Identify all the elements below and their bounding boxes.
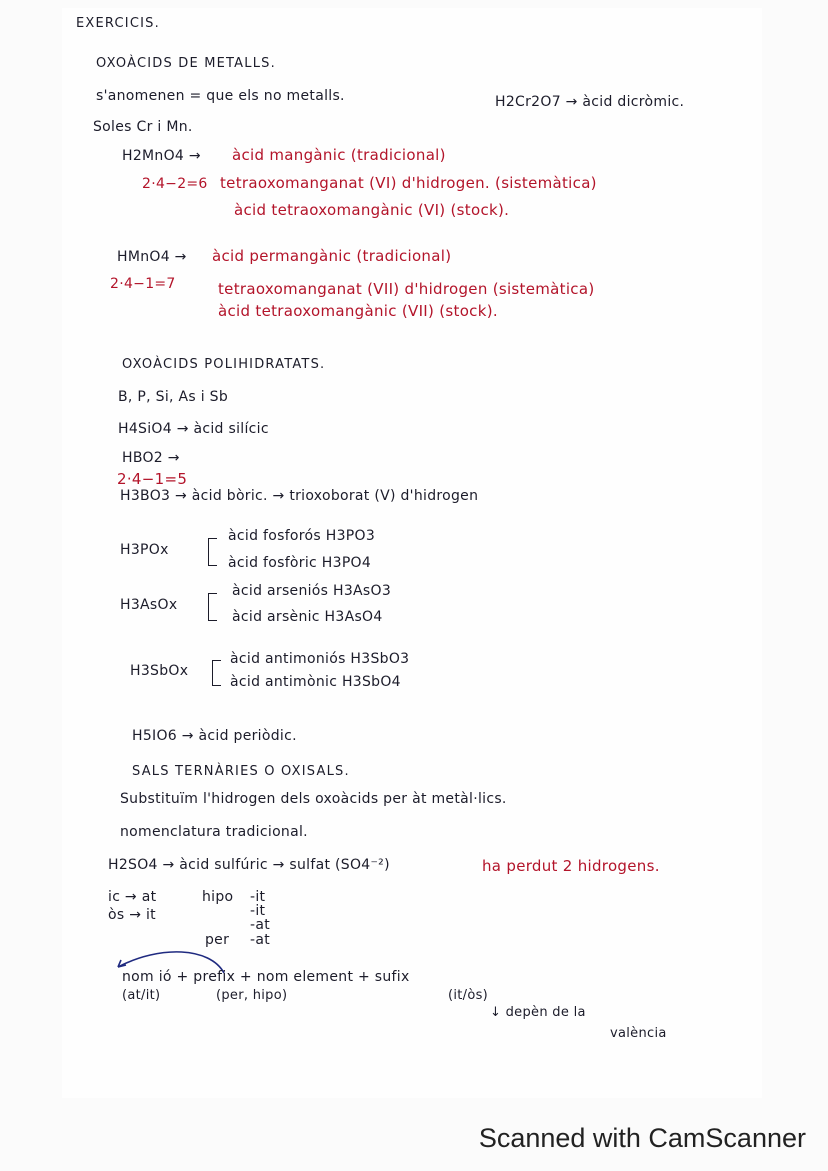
group-formula: H3SbOx (130, 663, 189, 679)
group-formula: H3AsOx (120, 597, 178, 613)
manganic-trad: àcid mangànic (tradicional) (232, 146, 446, 164)
only-note: Soles Cr i Mn. (93, 119, 193, 135)
brace (208, 538, 217, 566)
manganic-formula: H2MnO4 → (122, 148, 201, 164)
permanganic-sist: tetraoxomanganat (VII) d'hidrogen (sistemàtica) (218, 280, 595, 298)
poly-calc: 2·4−1=5 (117, 470, 188, 488)
manganic-sist: tetraoxomanganat (VI) d'hidrogen. (sistemàtica) (220, 174, 597, 192)
elements: B, P, Si, As i Sb (118, 389, 229, 405)
scanner-watermark: Scanned with CamScanner (478, 1123, 806, 1153)
boric: H3BO3 → àcid bòric. → trioxoborat (V) d'hidrogen (120, 488, 479, 504)
group-formula: H3POx (120, 542, 169, 558)
group-b: àcid fosfòric H3PO4 (228, 555, 372, 571)
sub-ion: (at/it) (122, 988, 161, 1003)
permanganic-calc: 2·4−1=7 (110, 276, 176, 292)
depends-note: ↓ depèn de la (490, 1005, 586, 1020)
permanganic-stock: àcid tetraoxomangànic (VII) (stock). (218, 302, 498, 320)
heading-metals: OXOÀCIDS DE METALLS. (96, 56, 276, 71)
group-a: àcid antimoniós H3SbO3 (230, 651, 410, 667)
permanganic-formula: HMnO4 → (117, 249, 187, 265)
suffix: -it (250, 903, 266, 919)
silicic: H4SiO4 → àcid silícic (118, 421, 269, 437)
nomenclature: nomenclatura tradicional. (120, 824, 308, 840)
permanganic-trad: àcid permangànic (tradicional) (212, 247, 452, 265)
note: s'anomenen = que els no metalls. (96, 88, 345, 104)
heading-poly: OXOÀCIDS POLIHIDRATATS. (122, 357, 326, 372)
hbo2: HBO2 → (122, 450, 180, 466)
sub-prefix: (per, hipo) (216, 988, 288, 1003)
salt-formula: nom ió + prefix + nom element + sufix (122, 969, 410, 985)
group-b: àcid arsènic H3AsO4 (232, 609, 383, 625)
valence-note: valència (610, 1026, 667, 1041)
prefix-hipo: hipo (202, 889, 234, 905)
manganic-stock: àcid tetraoxomangànic (VI) (stock). (234, 201, 510, 219)
periodic: H5IO6 → àcid periòdic. (132, 728, 297, 744)
manganic-calc: 2·4−2=6 (142, 176, 208, 192)
salts-desc: Substituïm l'hidrogen dels oxoàcids per àt metàl·lics. (120, 791, 507, 807)
suffix: -at (250, 917, 271, 933)
sub-suffix: (it/òs) (448, 988, 489, 1003)
suffix: -it (250, 889, 266, 905)
heading-salts: SALS TERNÀRIES O OXISALS. (132, 764, 350, 779)
brace (208, 593, 217, 621)
brace (212, 660, 221, 686)
group-a: àcid fosforós H3PO3 (228, 528, 376, 544)
dichromic: H2Cr2O7 → àcid dicròmic. (495, 94, 685, 110)
rule-ic: ic → at (108, 889, 157, 905)
suffix: -at (250, 932, 271, 948)
rule-os: òs → it (108, 907, 156, 923)
group-b: àcid antimònic H3SbO4 (230, 674, 401, 690)
example-note: ha perdut 2 hidrogens. (482, 857, 660, 875)
page-title: EXERCICIS. (76, 16, 160, 31)
prefix-per: per (205, 932, 230, 948)
group-a: àcid arseniós H3AsO3 (232, 583, 392, 599)
sulfuric-example: H2SO4 → àcid sulfúric → sulfat (SO4⁻²) (108, 857, 390, 873)
